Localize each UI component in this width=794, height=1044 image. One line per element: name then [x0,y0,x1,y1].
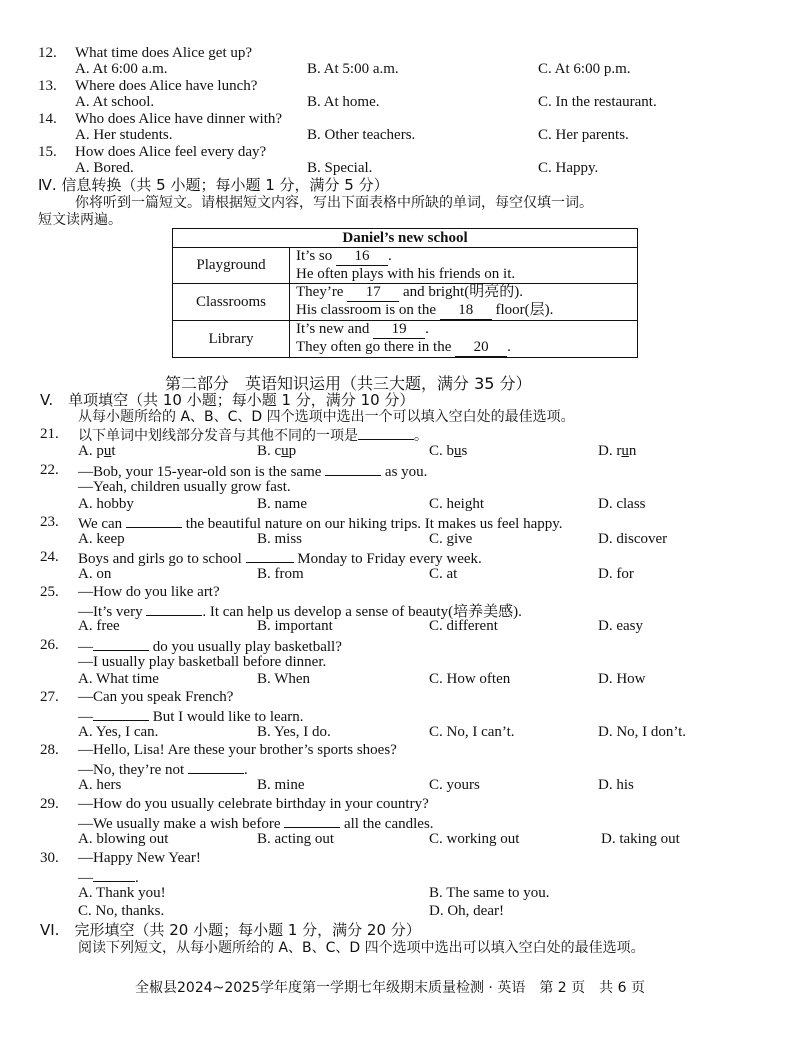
section-5-instruction: 从每小题所给的 A、B、C、D 四个选项中选出一个可以填入空白处的最佳选项。 [78,409,575,425]
option-b: B. name [257,496,307,512]
option-b: B. Special. [307,160,373,176]
section-5-heading: V. 单项填空（共 10 小题；每小题 1 分，满分 10 分） [40,391,415,409]
info-table [172,228,638,358]
option-d: D. class [598,496,646,512]
page-footer: 全椒县2024~2025学年度第一学期七年级期末质量检测 · 英语 第 2 页 共 6 页 [135,980,645,996]
option-b: B. acting out [257,831,335,847]
answer-blank[interactable] [284,813,340,828]
option-a: A. At school. [75,94,155,110]
option-d: D. Oh, dear! [429,903,504,919]
option-a: A. Bored. [75,160,134,176]
option-d: D. discover [598,531,668,547]
section-4-heading: Ⅳ. 信息转换（共 5 小题；每小题 1 分，满分 5 分） [38,176,389,194]
option-b: B. The same to you. [429,885,550,901]
question-stem: 以下单词中划线部分发音与其他不同的一项是 。 [78,425,428,445]
option-b: B. cup [257,443,297,459]
question-stem: We can the beautiful nature on our hiking trips. It makes us feel happy. [78,513,563,533]
option-a: A. Thank you! [78,885,166,901]
question-number: 28. [40,742,59,758]
answer-blank[interactable] [93,636,149,651]
question-number: 22. [40,462,59,478]
question-stem: —No, they’re not . [78,759,248,779]
option-d: D. No, I don’t. [598,724,687,740]
question-stem: —It’s very . It can help us develop a sense of beauty(培养美感). [78,601,522,621]
row-content: It’s so 16 . He often plays with his friends on it. [290,248,638,284]
answer-blank[interactable] [325,461,381,476]
question-stem: How does Alice feel every day? [75,144,267,160]
option-a: A. Yes, I can. [78,724,159,740]
question-stem: What time does Alice get up? [75,45,253,61]
row-label: Library [173,321,290,358]
question-stem: Who does Alice have dinner with? [75,111,283,127]
blank-16[interactable]: 16 [336,248,388,266]
blank-20[interactable]: 20 [455,339,507,357]
answer-blank[interactable] [358,425,414,440]
question-number: 21. [40,426,59,442]
row-content: It’s new and 19 . They often go there in the 20 . [290,321,638,358]
option-d: D. easy [598,618,643,634]
table-row-classrooms [173,284,638,321]
question-stem: —Bob, your 15-year-old son is the same as you. [78,461,427,481]
row-label: Playground [173,248,290,284]
question-line-1: —How do you usually celebrate birthday in your country? [78,796,429,812]
question-line-2: —Yeah, children usually grow fast. [78,479,291,495]
blank-17[interactable]: 17 [347,284,399,302]
question-number: 30. [40,850,59,866]
row-label: Classrooms [173,284,290,321]
question-number: 13. [38,78,57,94]
answer-blank[interactable] [93,706,149,721]
option-d: D. his [598,777,634,793]
option-b: B. miss [257,531,303,547]
option-a: A. At 6:00 a.m. [75,61,168,77]
table-row-library [173,321,638,358]
question-stem: — . [78,867,139,887]
question-stem: Where does Alice have lunch? [75,78,258,94]
table-row-playground [173,248,638,284]
question-number: 12. [38,45,57,61]
section-4-instruction-2: 短文读两遍。 [38,212,122,228]
question-number: 26. [40,637,59,653]
option-c: C. yours [429,777,480,793]
option-b: B. When [257,671,311,687]
section-6-instruction: 阅读下列短文，从每小题所给的 A、B、C、D 四个选项中选出可以填入空白处的最佳选项。 [78,940,645,956]
section-6-heading: VI. 完形填空（共 20 小题；每小题 1 分，满分 20 分） [40,921,421,939]
option-a: A. hers [78,777,122,793]
question-number: 23. [40,514,59,530]
question-line-1: —Can you speak French? [78,689,234,705]
option-c: C. height [429,496,484,512]
question-number: 25. [40,584,59,600]
answer-blank[interactable] [188,759,244,774]
option-d: D. How [598,671,646,687]
answer-blank[interactable] [93,867,135,882]
option-a: A. keep [78,531,125,547]
option-c: C. How often [429,671,511,687]
question-line-1: —How do you like art? [78,584,220,600]
question-stem: — do you usually play basketball? [78,636,342,656]
blank-19[interactable]: 19 [373,321,425,339]
question-number: 27. [40,689,59,705]
answer-blank[interactable] [146,601,202,616]
option-d: D. run [598,443,637,459]
option-c: C. different [429,618,498,634]
option-a: A. Her students. [75,127,173,143]
blank-18[interactable]: 18 [440,302,492,320]
option-a: A. What time [78,671,159,687]
answer-blank[interactable] [126,513,182,528]
question-line-1: —Hello, Lisa! Are these your brother’s sports shoes? [78,742,397,758]
option-c: C. working out [429,831,520,847]
option-c: C. give [429,531,473,547]
option-c: C. No, I can’t. [429,724,515,740]
question-number: 15. [38,144,57,160]
question-number: 14. [38,111,57,127]
option-b: B. important [257,618,333,634]
row-content: They’re 17 and bright(明亮的). His classroom is on the 18 floor(层). [290,284,638,321]
question-stem: —We usually make a wish before all the candles. [78,813,434,833]
option-b: B. Yes, I do. [257,724,331,740]
part-2-title: 第二部分 英语知识运用（共三大题，满分 35 分） [165,374,532,393]
option-b: B. At 5:00 a.m. [307,61,399,77]
option-a: A. on [78,566,112,582]
option-d: D. taking out [601,831,680,847]
option-c: C. At 6:00 p.m. [538,61,631,77]
question-number: 24. [40,549,59,565]
option-c: C. Her parents. [538,127,629,143]
option-a: A. hobby [78,496,134,512]
section-4-instruction-1: 你将听到一篇短文。请根据短文内容，写出下面表格中所缺的单词，每空仅填一词。 [75,195,593,211]
question-line-2: —I usually play basketball before dinner. [78,654,327,670]
option-c: C. bus [429,443,468,459]
table-title: Daniel’s new school [173,229,638,248]
question-line-1: —Happy New Year! [78,850,201,866]
option-a: A. put [78,443,116,459]
option-b: B. from [257,566,304,582]
question-number: 29. [40,796,59,812]
option-c: C. No, thanks. [78,903,165,919]
option-b: B. mine [257,777,305,793]
option-c: C. Happy. [538,160,599,176]
option-c: C. In the restaurant. [538,94,657,110]
question-stem: — But I would like to learn. [78,706,304,726]
option-a: A. free [78,618,120,634]
option-b: B. Other teachers. [307,127,416,143]
answer-blank[interactable] [246,548,294,563]
option-c: C. at [429,566,458,582]
option-a: A. blowing out [78,831,169,847]
option-d: D. for [598,566,634,582]
option-b: B. At home. [307,94,380,110]
question-stem: Boys and girls go to school Monday to Friday every week. [78,548,482,568]
